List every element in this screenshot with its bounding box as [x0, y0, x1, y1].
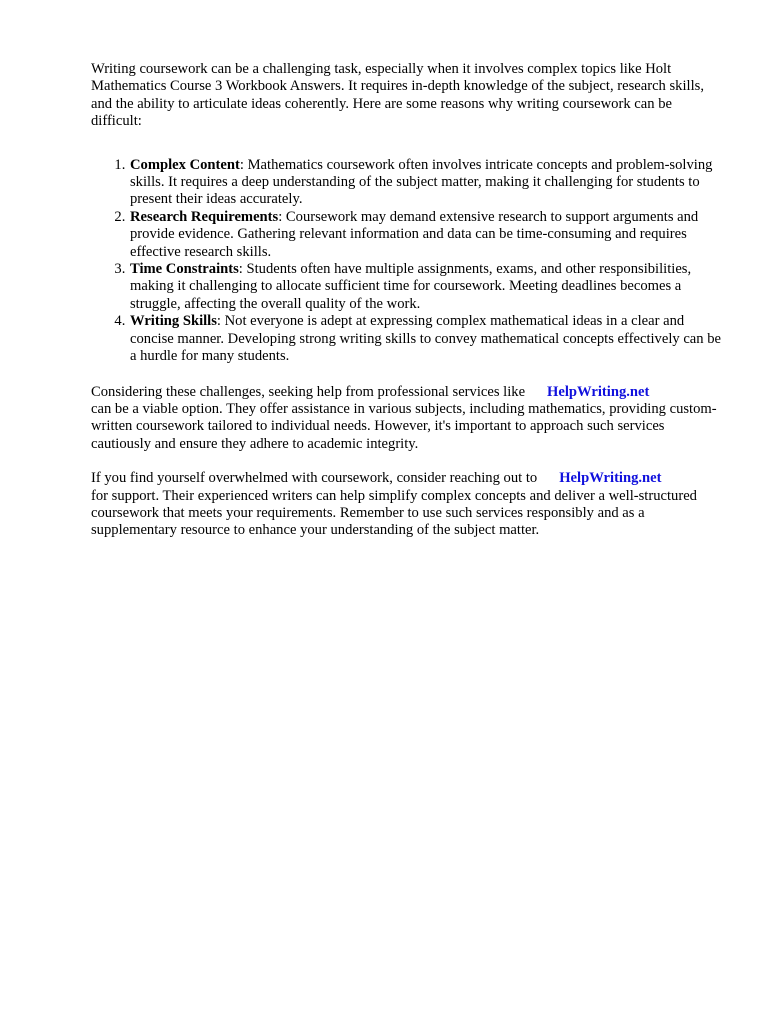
reason-term: Research Requirements	[130, 208, 279, 225]
services-text-after: can be a viable option. They offer assistance in various subjects, including mathematics, providing custom-written coursework tailored to individual needs. However, it's important to approach such services cautiously and ensure they adhere to academic integrity.	[91, 400, 717, 452]
document-body	[91, 61, 721, 540]
support-text-after: for support. Their experienced writers can help simplify complex concepts and deliver a well-structured coursework that meets your requirements. Remember to use such services responsibly and as a supplementary resource to enhance your understanding of the subject matter.	[91, 487, 697, 539]
support-text-before: If you find yourself overwhelmed with coursework, consider reaching out to	[91, 470, 538, 487]
services-paragraph	[91, 384, 721, 454]
reason-term: Complex Content	[130, 156, 240, 173]
reason-separator: :	[216, 313, 221, 330]
services-text-before: Considering these challenges, seeking help from professional services like	[91, 383, 526, 400]
list-item	[129, 313, 721, 365]
intro-paragraph: Writing coursework can be a challenging task, especially when it involves complex topics like Holt Mathematics Course 3 Workbook Answers. It requires in-depth knowledge of the subject, research skills, and the ability to articulate ideas coherently. Here are some reasons why writing coursework can be difficult:	[91, 61, 704, 130]
reason-term: Time Constraints	[130, 261, 239, 278]
reason-term: Writing Skills	[130, 313, 217, 330]
reason-text: Mathematics coursework often involves intricate concepts and problem-solving skills. It requires a deep understanding of the subject matter, making it challenging for students to present their ideas accurately.	[130, 156, 713, 208]
reasons-list	[91, 157, 721, 366]
reason-separator: :	[238, 261, 243, 278]
reason-separator: :	[278, 208, 283, 225]
reason-separator: :	[239, 156, 244, 173]
helpwriting-link[interactable]: HelpWriting.net	[559, 470, 662, 487]
list-item	[129, 261, 721, 313]
reason-text: Not everyone is adept at expressing complex mathematical ideas in a clear and concise manner. Developing strong writing skills to convey mathematical concepts effectively can be a hurdle for many students.	[130, 313, 721, 365]
list-item	[129, 209, 721, 261]
reason-text: Coursework may demand extensive research to support arguments and provide evidence. Gathering relevant information and data can be time-consuming and requires effective research skills.	[130, 208, 699, 260]
support-paragraph	[91, 470, 721, 540]
list-item	[129, 157, 721, 209]
helpwriting-link[interactable]: HelpWriting.net	[547, 383, 650, 400]
reason-text: Students often have multiple assignments, exams, and other responsibilities, making it challenging to allocate sufficient time for coursework. Meeting deadlines becomes a struggle, affecting the overall quality of the work.	[130, 261, 692, 312]
